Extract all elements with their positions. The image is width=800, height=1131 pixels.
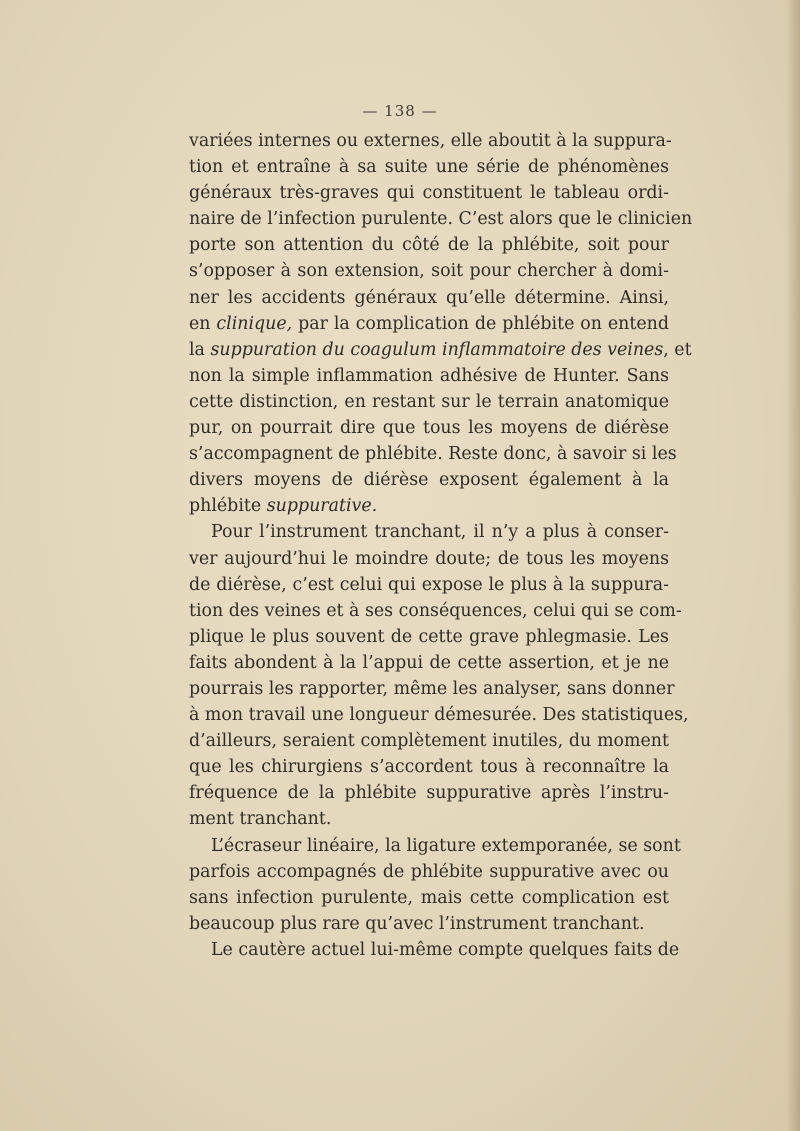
text-line: Le cautère actuel lui-même compte quelques faits de [211, 939, 680, 960]
text-line [189, 493, 669, 519]
text-line: fréquence de la phlébite suppurative après l’instru- [189, 783, 669, 804]
text-line: L’écraseur linéaire, la ligature extemporanée, se sont [211, 835, 681, 856]
text-line: tion et entraîne à sa suite une série de phénomènes [189, 157, 669, 178]
text-line: faits abondent à la l’appui de cette assertion, et je ne [189, 652, 669, 673]
text-line-segment: , et [663, 339, 692, 360]
text-line-segment: en [189, 313, 217, 334]
text-line: ment tranchant. [189, 809, 332, 830]
text-line-segment: phlébite [189, 496, 267, 517]
text-line: s’accompagnent de phlébite. Reste donc, à savoir si les [189, 444, 677, 465]
text-line: pur, on pourrait dire que tous les moyens de diérèse [189, 418, 669, 439]
text-line: sans infection purulente, mais cette complication est [189, 887, 669, 908]
text-line: naire de l’infection purulente. C’est alors que le clinicien [189, 209, 693, 230]
text-line: cette distinction, en restant sur le terrain anatomique [189, 391, 669, 412]
text-line: pourrais les rapporter, même les analyser, sans donner [189, 678, 675, 699]
text-line: parfois accompagnés de phlébite suppurative avec ou [189, 861, 669, 882]
body-text [189, 128, 693, 963]
italic-text: clinique, [216, 313, 293, 334]
text-line: divers moyens de diérèse exposent également à la [189, 470, 669, 491]
text-line: d’ailleurs, seraient complètement inutiles, du moment [189, 731, 669, 752]
text-line: non la simple inflammation adhésive de Hunter. Sans [189, 365, 669, 386]
text-line: généraux très-graves qui constituent le tableau ordi- [189, 183, 669, 204]
text-line-segment: par la complication de phlébite on entend [292, 313, 669, 334]
text-line: plique le plus souvent de cette grave phlegmasie. Les [189, 626, 669, 647]
page-edge-shadow [786, 0, 800, 1131]
italic-text: suppurative. [266, 496, 378, 517]
italic-text: suppuration du coagulum inflammatoire des veines [210, 339, 664, 360]
text-line: Pour l’instrument tranchant, il n’y a plus à conser- [211, 522, 669, 543]
text-line: que les chirurgiens s’accordent tous à reconnaître la [189, 757, 669, 778]
text-line [189, 337, 692, 363]
text-line: tion des veines et à ses conséquences, celui qui se com- [189, 600, 682, 621]
page-number: — 138 — [362, 102, 438, 120]
text-line [189, 311, 669, 337]
text-line: de diérèse, c’est celui qui expose le plus à la suppura- [189, 574, 669, 595]
text-line: variées internes ou externes, elle aboutit à la suppura- [189, 131, 672, 151]
text-line: ver aujourd’hui le moindre doute; de tous les moyens [189, 548, 669, 569]
text-line: porte son attention du côté de la phlébite, soit pour [189, 235, 669, 256]
text-line: ner les accidents généraux qu’elle détermine. Ainsi, [189, 287, 669, 308]
text-line: s’opposer à son extension, soit pour chercher à domi- [189, 261, 669, 282]
text-line: à mon travail une longueur démesurée. Des statistiques, [189, 705, 689, 726]
text-line: beaucoup plus rare qu’avec l’instrument tranchant. [189, 913, 645, 934]
text-line-segment: la [189, 339, 211, 360]
